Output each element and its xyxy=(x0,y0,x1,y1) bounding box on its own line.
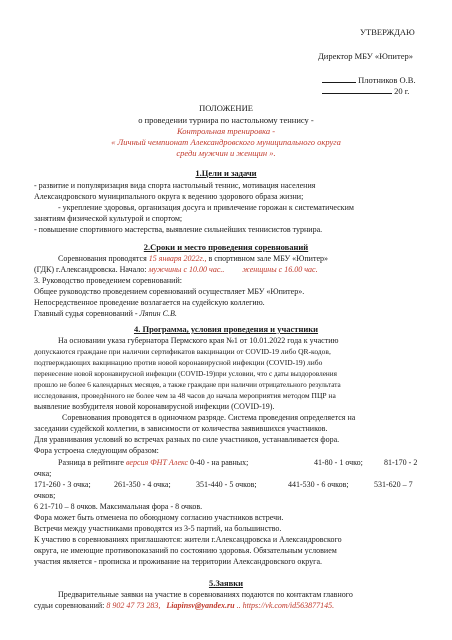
handicap-531-620: 531-620 – 7 xyxy=(374,480,413,489)
doc-subtitle-red-2: « Личный чемпионат Александровского муниципального округа xyxy=(111,137,341,147)
s2-line-6 xyxy=(34,309,177,319)
s4-r-10: участия является - прописка и проживание на территории Александровского округа. xyxy=(34,557,322,566)
handicap-41-80: 41-80 - 1 очко; xyxy=(314,458,363,467)
section-4-title: 4. Программа, условия проведения и участники xyxy=(133,324,319,334)
handicap-441-530: 441-530 - 6 очков; xyxy=(288,480,349,489)
s5-line-2 xyxy=(34,601,334,611)
handicap-row-2: очка; xyxy=(34,469,52,478)
handicap-261-350: 261-350 - 4 очка; xyxy=(114,480,171,489)
handicap-81-170: 81-170 - 2 xyxy=(384,458,418,467)
start-men: мужчины с 10.00 час.. xyxy=(148,265,225,274)
s4-p-3: подтверждающих вакцинацию против новой коронавирусной инфекции (COVID-19) либо xyxy=(34,358,323,367)
doc-subtitle-red-3: среди мужчин и женщин ». xyxy=(176,148,276,158)
chief-judge-name: Ляпин С.В. xyxy=(139,309,177,318)
rating-version: версия ФНТ Алекс xyxy=(125,458,189,467)
s2-line-1-b: в спортивном зале МБУ «Юпитер» xyxy=(206,254,328,263)
s2-line-2 xyxy=(34,265,318,275)
s4-p-2: допускаются граждане при наличии сертификатов вакцинации от COVID-19 либо QR-кодов, xyxy=(34,347,331,356)
doc-title: ПОЛОЖЕНИЕ xyxy=(199,103,253,113)
s4-p-1: На основании указа губернатора Пермского края №1 от 10.01.2022 года к участию xyxy=(58,336,339,345)
s4-r-8: К участию в соревнованиях приглашаются: жители г.Александровска и Александровского xyxy=(34,535,342,544)
event-date: 15 января 2022г., xyxy=(148,254,207,263)
s2-line-1-a: Соревнования проводятся xyxy=(58,254,149,263)
handicap-label: Разница в рейтинге xyxy=(58,458,126,467)
approve-date-tail: 20 г. xyxy=(394,86,410,96)
handicap-row-1-a xyxy=(58,458,248,468)
handicap-171-260: 171-260 - 3 очка; xyxy=(34,480,91,489)
date-line xyxy=(322,85,392,94)
section-2-title: 2.Сроки и место проведения соревнований xyxy=(143,242,309,252)
s1-line-1: - развитие и популяризация вида спорта настольный теннис, мотивация населения xyxy=(34,181,316,190)
handicap-0-40: 0-40 - на равных; xyxy=(188,458,249,467)
s4-q-2: заседании судейской коллегии, в зависимости от количества заявившихся участников. xyxy=(34,424,328,433)
s2-line-6-a: Главный судья соревнований - xyxy=(34,309,140,318)
s4-p-4: перенесение новой коронавирусной инфекции (COVID-19)при условии, что с даты выздоровления xyxy=(34,370,337,378)
contact-separator: .. xyxy=(234,601,243,610)
contact-email-link[interactable]: Liapinsv@yandex.ru xyxy=(166,601,235,610)
contact-phone[interactable]: 8 902 47 73 283, xyxy=(106,601,161,610)
s4-q-3: Для уравнивания условий во встречах разных по силе участников, устанавливается фора. xyxy=(34,435,340,444)
s4-q-1: Соревнования проводятся в одиночном разряде. Система проведения определяется на xyxy=(62,413,356,422)
section-1-title: 1.Цели и задачи xyxy=(195,168,257,178)
doc-subtitle-red-1: Контрольная тренировка - xyxy=(176,126,276,136)
s2-line-1 xyxy=(58,254,328,264)
handicap-max: 6 21-710 – 8 очков. Максимальная фора - 8 очков. xyxy=(34,502,203,511)
approve-date xyxy=(322,85,409,96)
s4-p-7: выявление возбудителя новой коронавирусной инфекции (COVID-19). xyxy=(34,402,275,411)
s4-r-9: округа, не имеющие противопоказаний по состоянию здоровья. Обязательным условием xyxy=(34,546,337,555)
s1-line-2: Александровского муниципального округа к ведению здорового образа жизни; xyxy=(34,192,304,201)
s4-p-5: прошло не более 6 календарных месяцев, а также граждане при наличии отрицательного результата xyxy=(34,381,341,389)
start-women: женщины с 16.00 час. xyxy=(242,265,318,274)
s2-line-4: Общее руководство проведением соревнований осуществляет МБУ «Юпитер». xyxy=(34,287,305,296)
approve-title: УТВЕРЖДАЮ xyxy=(360,27,415,37)
s4-r-6: Фора может быть отменена по обоюдному согласию участников встречи. xyxy=(34,513,284,522)
s5-line-1: Предварительные заявки на участие в соревнованиях подаются по контактам главного xyxy=(58,590,353,599)
s4-q-4: Фора устроена следующим образом: xyxy=(34,446,159,455)
s4-p-6: исследования, проведённого не более чем за 48 часов до начала мероприятия методом ПЦР на xyxy=(34,391,336,400)
approve-director: Директор МБУ «Юпитер» xyxy=(318,51,413,61)
s4-r-7: Встречи между участниками проводятся из 3-5 партий, на большинство. xyxy=(34,524,282,533)
doc-subtitle: о проведении турнира по настольному теннису - xyxy=(138,115,314,125)
s1-line-3: - укрепление здоровья, организация досуга и привлечение горожан к систематическим xyxy=(58,203,354,212)
s2-line-5: Непосредственное проведение возлагается на судейскую коллегию. xyxy=(34,298,265,307)
s5-contacts-label: судьи соревнований: xyxy=(34,601,107,610)
s1-line-5: - повышение спортивного мастерства, выявление сильнейших теннисистов турнира. xyxy=(34,225,323,234)
signature-line xyxy=(322,74,356,83)
approve-signature-name: Плотников О.В. xyxy=(358,75,416,85)
handicap-351-440: 351-440 - 5 очков; xyxy=(196,480,257,489)
s2-line-2-a: (ГДК) г.Александровска. Начало: xyxy=(34,265,149,274)
section-5-title: 5.Заявки xyxy=(208,578,244,588)
s2-line-3: 3. Руководство проведением соревнований: xyxy=(34,276,182,285)
contact-vk-link[interactable]: https://vk.com/id563877145. xyxy=(242,601,335,610)
s1-line-4: занятиям физической культурой и спортом; xyxy=(34,214,183,223)
approve-signature xyxy=(322,74,416,85)
handicap-row-4: очков; xyxy=(34,491,56,500)
